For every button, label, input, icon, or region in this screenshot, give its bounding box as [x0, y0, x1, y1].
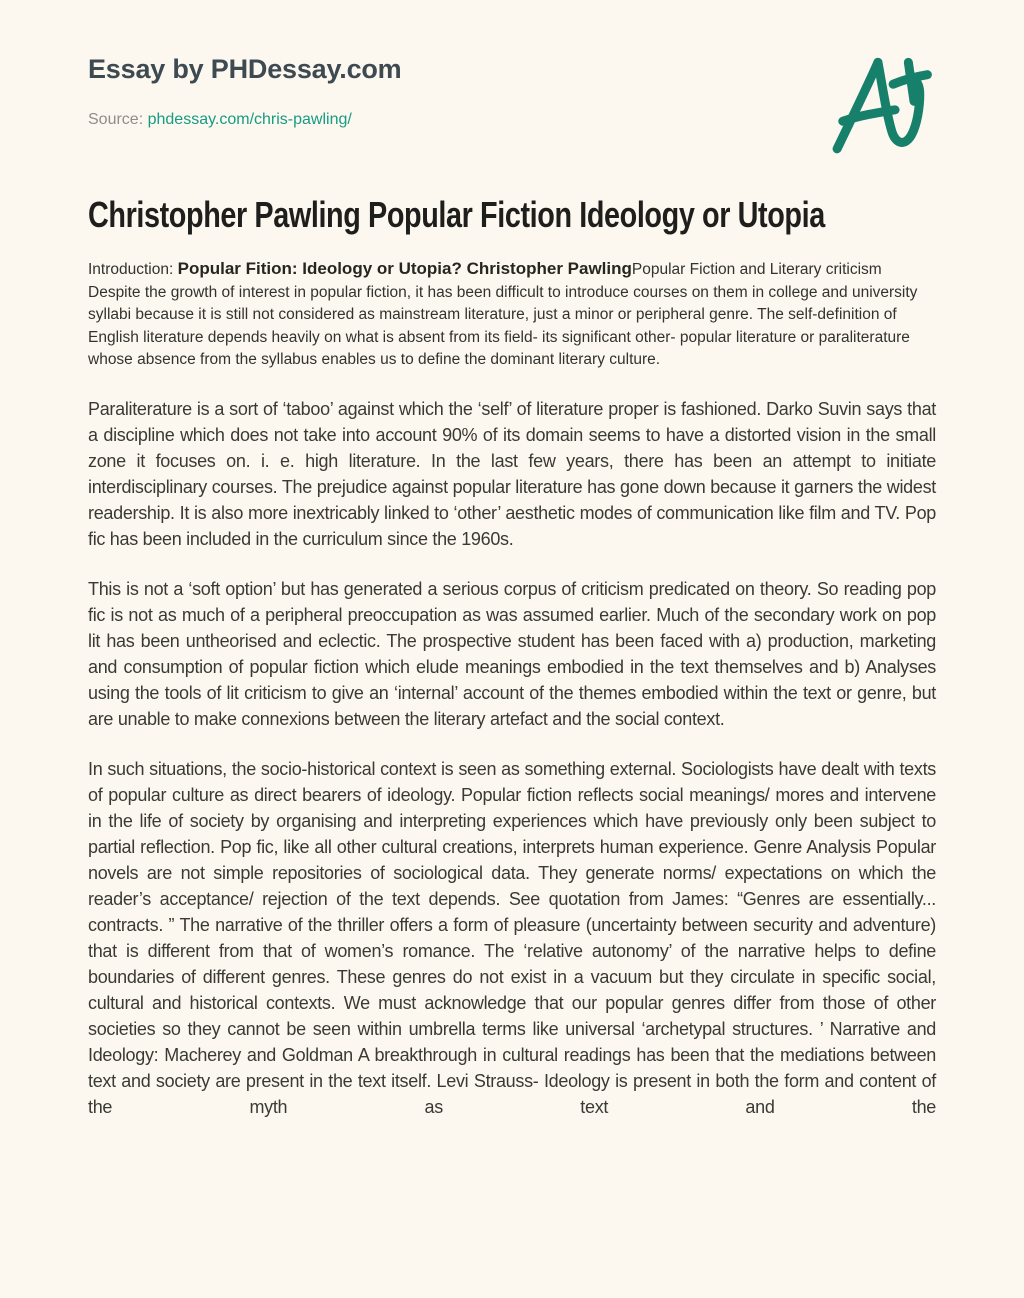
body-paragraph-3: In such situations, the socio-historical context is seen as something external. Sociologists have dealt with texts of popular culture as direct bearers of ideology. Popular fiction reflects social meanings/ mores and intervene in the life of society by organising and interpreting experiences which have previously only been subject to partial reflection. Pop fic, like all other cultural creations, interprets human experience. Genre Analysis Popular novels are not simple repositories of sociological data. They generate norms/ expectations on which the reader’s acceptance/ rejection of the text depends. See quotation from James: “Genres are essentially... contracts. ” The narrative of the thriller offers a form of pleasure (uncertainty between security and adventure) that is different from that of women’s romance. The ‘relative autonomy’ of the narrative helps to define boundaries of different genres. These genres do not exist in a vacuum but they circulate in specific social, cultural and historical contexts. We must acknowledge that our popular genres differ from those of other societies so they cannot be seen within umbrella terms like universal ‘archetypal structures. ’ Narrative and Ideology: Macherey and Goldman A breakthrough in cultural readings has been that the mediations between text and society are present in the text itself. Levi Strauss- Ideology is present in both the form and content of the myth as text and the — [88, 758, 936, 1117]
intro-rest: Popular Fiction and Literary criticism Despite the growth of interest in popular fiction, it has been difficult to introduce courses on them in college and university syllabi because it is still not considered as mainstream literature, just a minor or peripheral genre. The self-definition of English literature depends heavily on what is absent from its field- its significant other- popular literature or paraliterature whose absence from the syllabus enables us to define the dominant literary culture. — [88, 261, 918, 368]
essay-title: Christopher Pawling Popular Fiction Ideology or Utopia — [88, 194, 825, 235]
page-header — [88, 50, 936, 164]
a-plus-logo-icon — [820, 50, 934, 164]
intro-prefix: Introduction: — [88, 261, 178, 278]
intro-paragraph — [88, 258, 936, 372]
source-label: Source: — [88, 111, 148, 128]
body-paragraph-1: Paraliterature is a sort of ‘taboo’ against which the ‘self’ of literature proper is fashioned. Darko Suvin says that a discipline which does not take into account 90% of its domain seems to have a distorted vision in the small zone it focuses on. i. e. high literature. In the last few years, there has been an attempt to initiate interdisciplinary courses. The prejudice against popular literature has gone down because it garners the widest readership. It is also more inextricably linked to ‘other’ aesthetic modes of communication like film and TV. Pop fic has been included in the curriculum since the 1960s. — [88, 398, 936, 549]
body-paragraph-2: This is not a ‘soft option’ but has generated a serious corpus of criticism predicated on theory. So reading pop fic is not as much of a peripheral preoccupation as was assumed earlier. Much of the secondary work on pop lit has been untheorised and eclectic. The prospective student has been faced with a) production, marketing and consumption of popular fiction which elude meanings embodied in the text themselves and b) Analyses using the tools of lit criticism to give an ‘internal’ account of the themes embodied within the text or genre, but are unable to make connexions between the literary artefact and the social context. — [88, 578, 936, 729]
site-header-title: Essay by PHDessay.com — [88, 54, 402, 84]
header-text-block — [88, 50, 402, 129]
source-line — [88, 111, 402, 129]
intro-bold-title: Popular Fition: Ideology or Utopia? Christopher Pawling — [177, 259, 632, 278]
phdessay-logo — [820, 50, 934, 164]
source-link[interactable]: phdessay.com/chris-pawling/ — [147, 111, 352, 128]
